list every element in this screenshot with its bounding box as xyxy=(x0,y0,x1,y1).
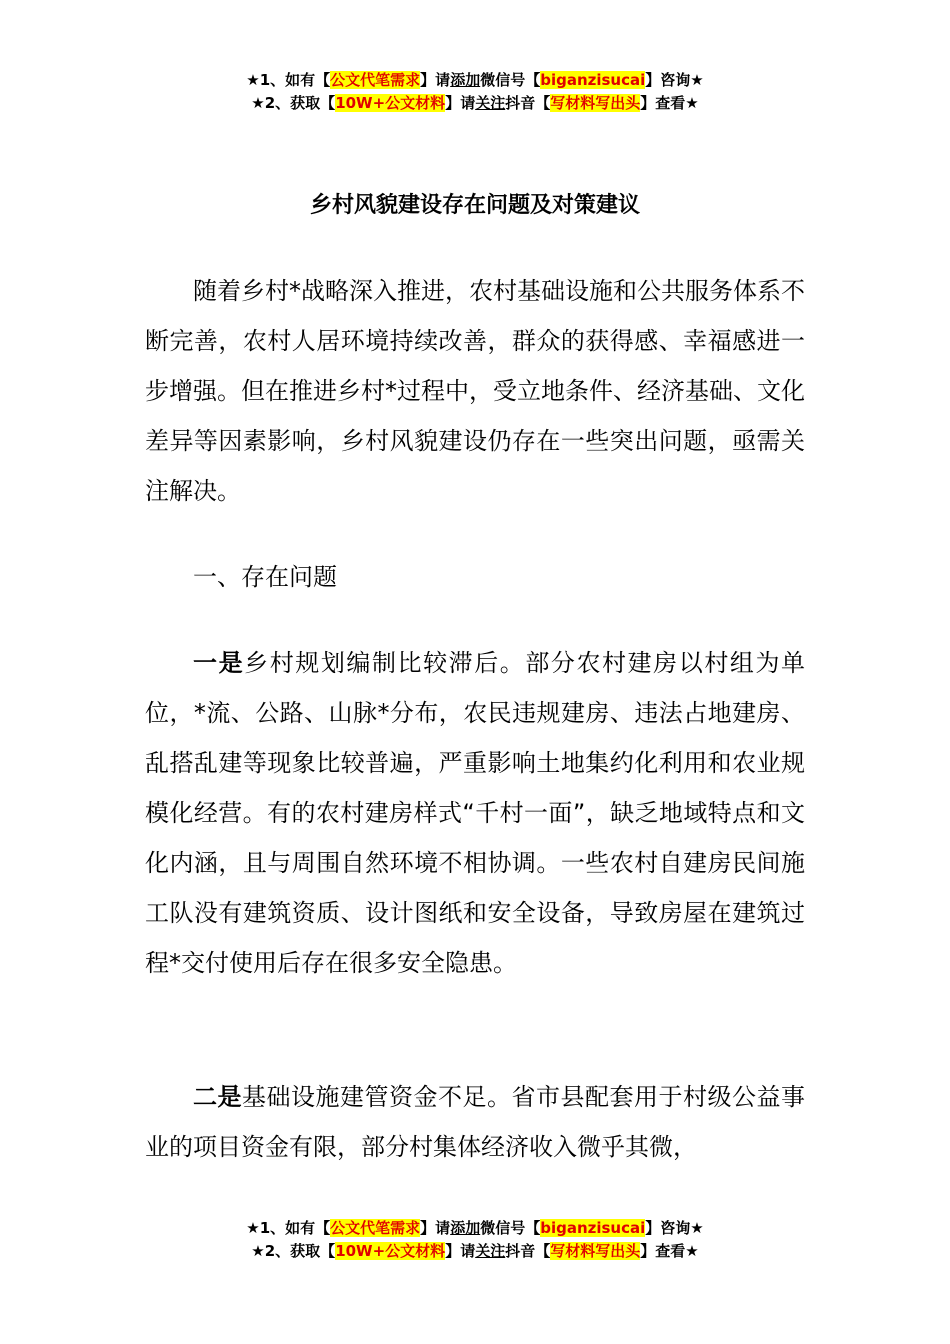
banner-text: 】咨询★ xyxy=(645,71,704,89)
section-heading xyxy=(145,552,805,602)
banner-text: 】请 xyxy=(420,1219,451,1237)
banner-underline: 添加 xyxy=(450,71,481,89)
banner-text: ★1、如有【 xyxy=(246,71,331,89)
banner-wechat-id: biganzisucai xyxy=(540,1219,646,1237)
banner-underline: 关注 xyxy=(475,94,506,112)
banner-underline: 关注 xyxy=(475,1242,506,1260)
footer-banner xyxy=(0,1217,950,1263)
banner-highlight: 公文代笔需求 xyxy=(330,71,421,89)
banner-text: 】请 xyxy=(420,71,451,89)
intro-paragraph xyxy=(145,266,805,516)
problem-item-2 xyxy=(145,1072,805,1172)
problem-item-1 xyxy=(145,638,805,988)
document-title: 乡村风貌建设存在问题及对策建议 xyxy=(309,193,640,218)
banner-line-1 xyxy=(0,69,950,92)
banner-text: ★2、获取【 xyxy=(251,94,336,112)
banner-text: 】请 xyxy=(445,94,476,112)
item-lead: 二是 xyxy=(193,1083,242,1111)
banner-text: 抖音【 xyxy=(505,94,551,112)
banner-douyin-id: 写材料写出头 xyxy=(550,1242,641,1260)
header-banner xyxy=(0,69,950,115)
banner-text: 微信号【 xyxy=(480,1219,541,1237)
banner-text: ★1、如有【 xyxy=(246,1219,331,1237)
banner-douyin-id: 写材料写出头 xyxy=(550,94,641,112)
banner-wechat-id: biganzisucai xyxy=(540,71,646,89)
banner-highlight: 10W+公文材料 xyxy=(335,1242,446,1260)
banner-line-1 xyxy=(0,1217,950,1240)
banner-underline: 添加 xyxy=(450,1219,481,1237)
item-text: 基础设施建管资金不足。省市县配套用于村级公益事业的项目资金有限，部分村集体经济收入微乎其微， xyxy=(145,1083,805,1161)
banner-line-2 xyxy=(0,1240,950,1263)
intro-text: 随着乡村*战略深入推进，农村基础设施和公共服务体系不断完善，农村人居环境持续改善，群众的获得感、幸福感进一步增强。但在推进乡村*过程中，受立地条件、经济基础、文化差异等因素影响，乡村风貌建设仍存在一些突出问题，亟需关注解决。 xyxy=(145,277,805,505)
banner-text: 】查看★ xyxy=(640,1242,699,1260)
banner-line-2 xyxy=(0,92,950,115)
banner-text: 】咨询★ xyxy=(645,1219,704,1237)
banner-text: 】查看★ xyxy=(640,94,699,112)
banner-highlight: 10W+公文材料 xyxy=(335,94,446,112)
banner-text: ★2、获取【 xyxy=(251,1242,336,1260)
banner-highlight: 公文代笔需求 xyxy=(330,1219,421,1237)
item-lead: 一是 xyxy=(193,649,245,677)
item-text: 乡村规划编制比较滞后。部分农村建房以村组为单位，*流、公路、山脉*分布，农民违规建房、违法占地建房、乱搭乱建等现象比较普遍，严重影响土地集约化利用和农业规模化经营。有的农村建房样式“千村一面”，缺乏地域特点和文化内涵，且与周围自然环境不相协调。一些农村自建房民间施工队没有建筑资质、设计图纸和安全设备，导致房屋在建筑过程*交付使用后存在很多安全隐患。 xyxy=(145,649,806,977)
banner-text: 微信号【 xyxy=(480,71,541,89)
section-heading-text: 一、存在问题 xyxy=(193,563,337,591)
banner-text: 】请 xyxy=(445,1242,476,1260)
banner-text: 抖音【 xyxy=(505,1242,551,1260)
